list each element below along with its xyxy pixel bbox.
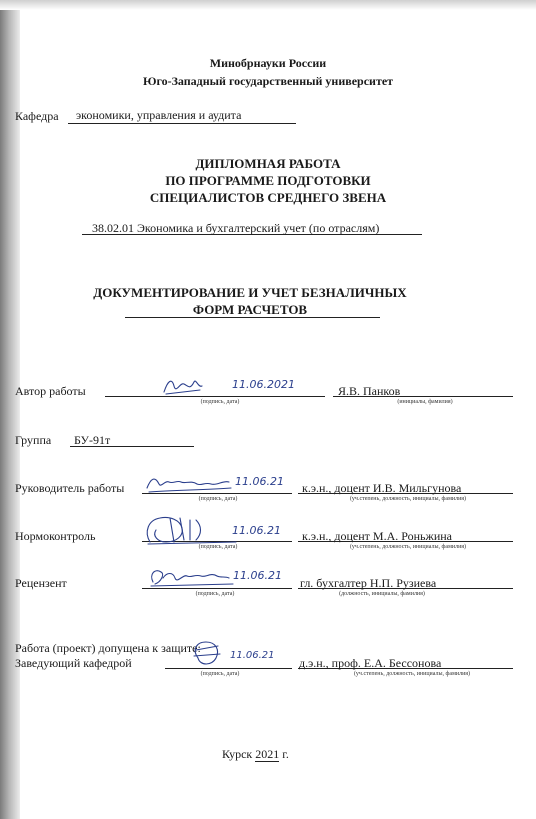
footer-suffix: г. xyxy=(282,747,289,761)
head-label: Заведующий кафедрой xyxy=(15,656,132,670)
head-name: д.э.н., проф. Е.А. Бессонова xyxy=(299,656,442,670)
normcontrol-caption-sign: (подпись, дата) xyxy=(198,544,238,550)
normcontrol-label: Нормоконтроль xyxy=(15,529,96,543)
reviewer-name-line xyxy=(298,588,513,589)
normcontrol-name-line xyxy=(298,541,513,542)
group-value: БУ-91т xyxy=(74,433,111,447)
department-label: Кафедра xyxy=(15,109,59,123)
svg-text:11.06.2021: 11.06.2021 xyxy=(232,378,295,391)
reviewer-caption-sign: (подпись, дата) xyxy=(195,591,235,597)
topic-line2: ФОРМ РАСЧЕТОВ xyxy=(192,302,308,317)
footer-city-year xyxy=(222,747,289,761)
author-signature xyxy=(160,374,310,400)
specialty: 38.02.01 Экономика и бухгалтерский учет (по отраслям) xyxy=(92,221,380,235)
supervisor-label: Руководитель работы xyxy=(15,481,125,495)
group-label: Группа xyxy=(15,433,52,447)
head-caption-sign: (подпись, дата) xyxy=(200,671,240,677)
reviewer-signature xyxy=(145,564,295,592)
author-name: Я.В. Панков xyxy=(338,384,401,398)
supervisor-caption-sign: (подпись, дата) xyxy=(198,496,238,502)
footer-year: 2021 xyxy=(255,747,280,761)
ministry-name: Минобрнауки России xyxy=(209,56,327,70)
svg-text:11.06.21: 11.06.21 xyxy=(233,569,282,582)
supervisor-name-line xyxy=(298,493,513,494)
work-type-line3: СПЕЦИАЛИСТОВ СРЕДНЕГО ЗВЕНА xyxy=(149,190,387,205)
reviewer-name: гл. бухгалтер Н.П. Рузиева xyxy=(300,576,437,590)
scan-shadow-top xyxy=(0,0,536,10)
author-caption-sign: (подпись, дата) xyxy=(200,399,240,405)
supervisor-caption-name: (уч.степень, должность, инициалы, фамилия) xyxy=(349,496,467,502)
svg-text:11.06.21: 11.06.21 xyxy=(232,524,281,537)
work-type-line2: ПО ПРОГРАММЕ ПОДГОТОВКИ xyxy=(165,173,371,188)
normcontrol-caption-name: (уч.степень, должность, инициалы, фамилия) xyxy=(349,544,467,550)
topic-underline xyxy=(125,317,380,318)
group-underline xyxy=(70,446,194,447)
university-name: Юго-Западный государственный университет xyxy=(142,74,394,88)
footer-city: Курск xyxy=(222,747,253,761)
reviewer-label: Рецензент xyxy=(15,576,67,590)
department-underline xyxy=(68,123,296,124)
svg-text:11.06.21: 11.06.21 xyxy=(230,650,275,661)
normcontrol-name: к.э.н., доцент М.А. Роньжина xyxy=(302,529,452,543)
reviewer-caption-name: (должность, инициалы, фамилия) xyxy=(339,591,425,597)
svg-text:11.06.21: 11.06.21 xyxy=(235,475,284,488)
topic-line1: ДОКУМЕНТИРОВАНИЕ И УЧЕТ БЕЗНАЛИЧНЫХ xyxy=(93,285,407,300)
work-type-line1: ДИПЛОМНАЯ РАБОТА xyxy=(195,156,341,171)
head-signature xyxy=(188,636,298,672)
head-caption-name: (уч.степень, должность, инициалы, фамилия) xyxy=(353,671,471,677)
supervisor-name: к.э.н., доцент И.В. Мильгунова xyxy=(302,481,462,495)
author-name-line xyxy=(333,396,513,397)
author-caption-name: (инициалы, фамилия) xyxy=(397,399,453,405)
supervisor-signature xyxy=(145,470,295,496)
admission-label: Работа (проект) допущена к защите: xyxy=(15,641,201,655)
head-name-line xyxy=(298,668,513,669)
normcontrol-signature xyxy=(140,512,290,548)
author-label: Автор работы xyxy=(15,384,86,398)
department-value: экономики, управления и аудита xyxy=(76,108,242,122)
specialty-underline xyxy=(82,234,422,235)
